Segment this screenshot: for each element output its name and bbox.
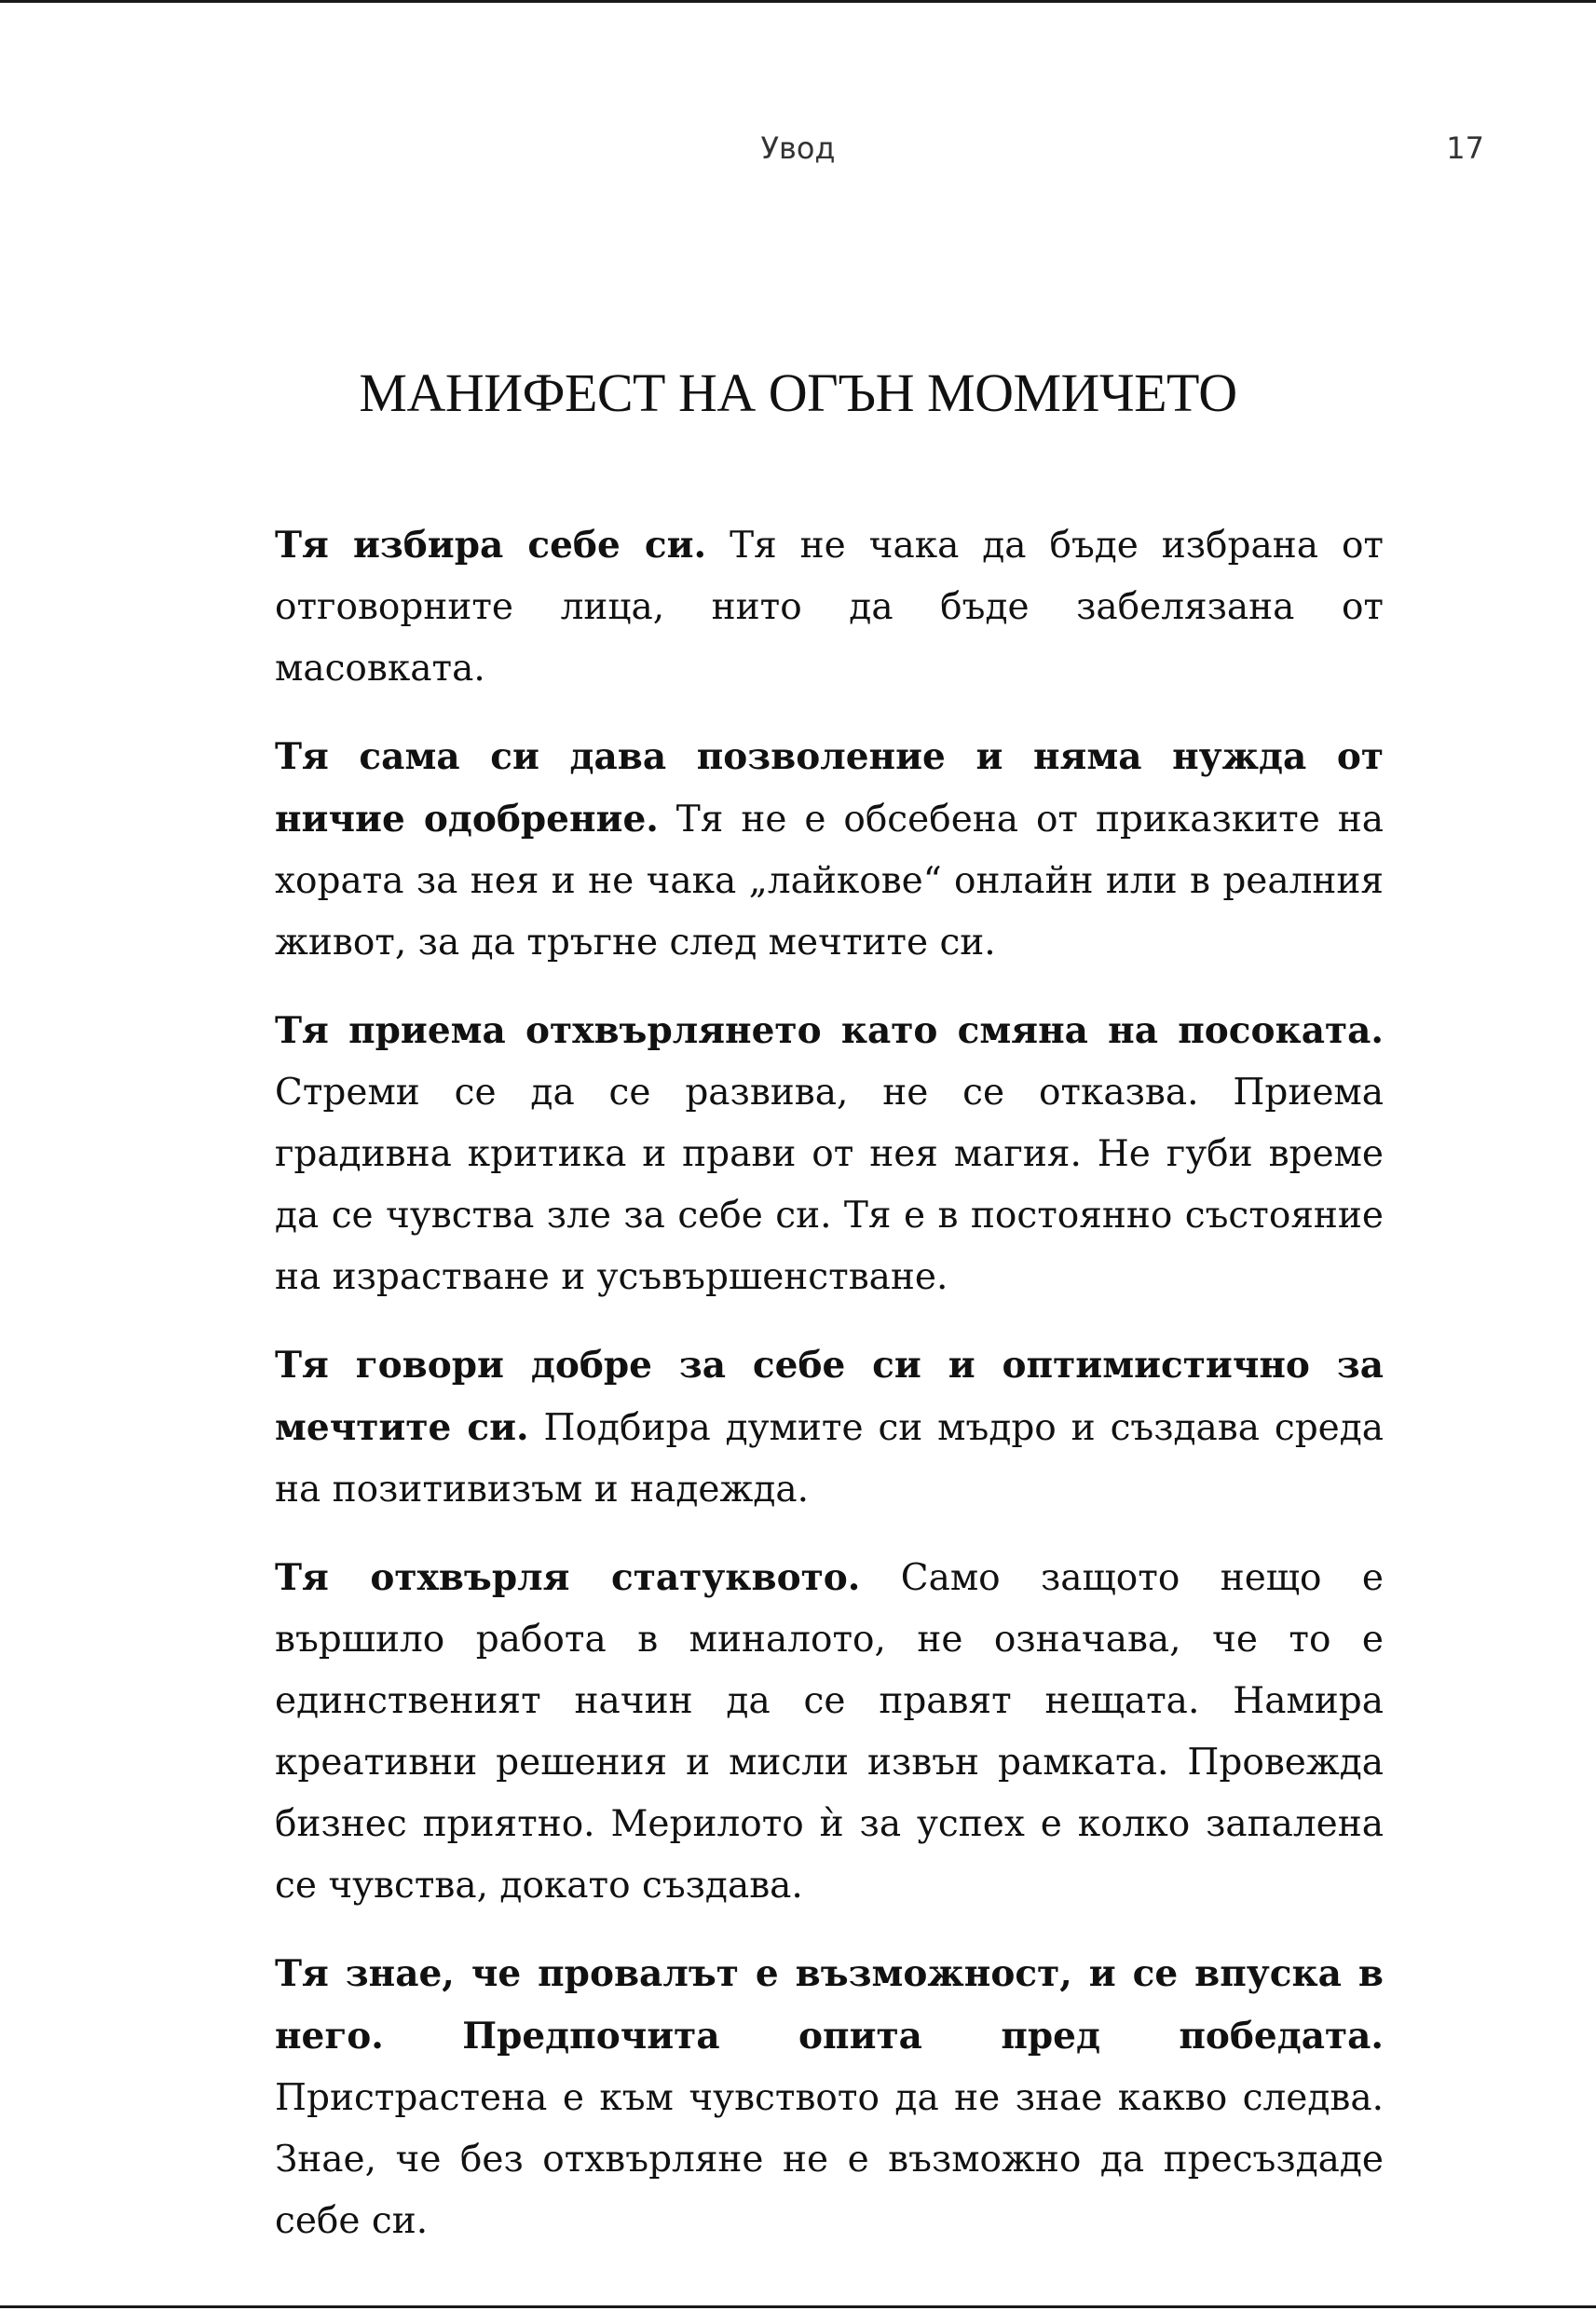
manifesto-paragraph	[275, 1943, 1384, 2252]
paragraph-lead: Тя говори добре за себе си и оптимистично за мечтите си.	[275, 1344, 1384, 1449]
manifesto-body	[275, 514, 1384, 2278]
manifesto-paragraph	[275, 1000, 1384, 1308]
paragraph-text: Стреми се да се развива, не се отказва. Приема градивна критика и прави от нея магия. Не губи време да се чувства зле за себе си. Тя е в постоянно състояние на израстване и усъвършенстване.	[275, 1072, 1384, 1298]
paragraph-text: Тя не е обсебена от приказките на хората за нея и не чака „лайкове“ онлайн или в реалния живот, за да тръгне след мечтите си.	[275, 799, 1384, 964]
page-top-rule	[0, 0, 1596, 3]
manifesto-paragraph	[275, 1547, 1384, 1917]
paragraph-lead: Тя сама си дава позволение и няма нужда от ничие одобрение.	[275, 735, 1384, 841]
paragraph-text: Пристрастена е към чувството да не знае какво следва. Знае, че без отхвърляне не е възможно да пресъздаде себе си.	[275, 2077, 1384, 2242]
paragraph-text: Подбира думите си мъдро и създава среда на позитивизъм и надежда.	[275, 1407, 1385, 1511]
paragraph-text: Само защото нещо е вършило работа в миналото, не означава, че то е единственият начин да се правят нещата. Намира креативни решения и мисли извън рамката. Провежда бизнес приятно. Мерилото ѝ за успех е колко запалена се чувства, докато създава.	[275, 1557, 1385, 1907]
paragraph-lead: Тя избира себе си.	[275, 524, 707, 567]
paragraph-lead: Тя отхвърля статуквото.	[275, 1556, 861, 1599]
manifesto-paragraph	[275, 1334, 1384, 1521]
chapter-title: МАНИФЕСТ НА ОГЪН МОМИЧЕТО	[359, 362, 1237, 423]
page-number: 17	[1446, 130, 1484, 166]
manifesto-paragraph	[275, 514, 1384, 700]
paragraph-lead: Тя приема отхвърлянето като смяна на посоката.	[275, 1009, 1384, 1052]
running-header	[0, 130, 1596, 177]
page-bottom-rule	[0, 2305, 1596, 2308]
manifesto-paragraph	[275, 726, 1384, 974]
paragraph-text: Тя не чака да бъде избрана от отговорните лица, нито да бъде забелязана от масовката.	[275, 525, 1385, 690]
paragraph-lead: Тя знае, че провалът е възможност, и се впуска в него. Предпочита опита пред победата.	[275, 1952, 1384, 2058]
running-title: Увод	[760, 130, 836, 166]
